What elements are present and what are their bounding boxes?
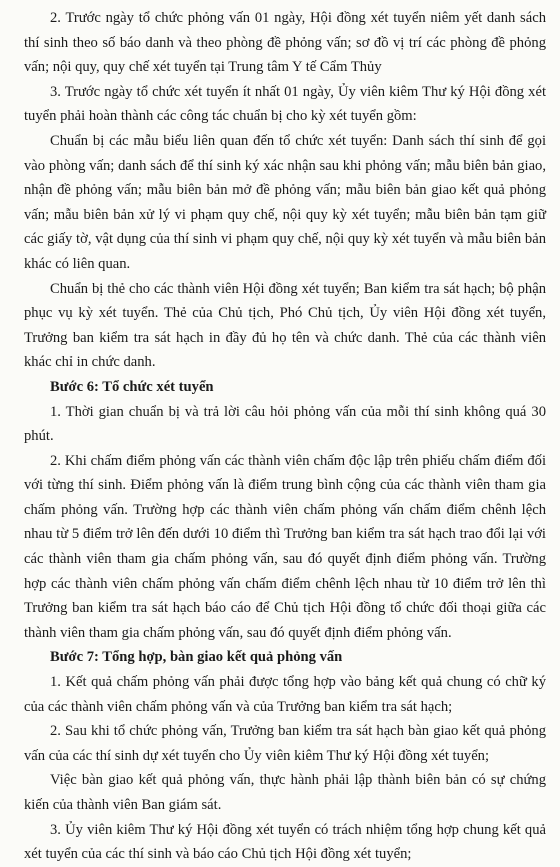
paragraph-10: 3. Ủy viên kiêm Thư ký Hội đồng xét tuyển có trách nhiệm tổng hợp chung kết quả xét tuyển của các thí sinh và báo cáo Chủ tịch Hội đồng xét tuyển; <box>24 821 546 863</box>
section-heading-step-7: Bước 7: Tổng hợp, bàn giao kết quả phỏng vấn <box>50 649 343 666</box>
paragraph-2: 3. Trước ngày tổ chức xét tuyển ít nhất 01 ngày, Ủy viên kiêm Thư ký Hội đồng xét tuyển phải hoàn thành các công tác chuẩn bị cho kỳ xét tuyển gồm: <box>24 83 546 125</box>
section-heading-step-6: Bước 6: Tổ chức xét tuyển <box>50 378 214 395</box>
paragraph-8: 2. Sau khi tổ chức phỏng vấn, Trưởng ban kiểm tra sát hạch bàn giao kết quả phỏng vấn của các thí sinh dự xét tuyển cho Ủy viên kiêm Thư ký Hội đồng xét tuyển; <box>24 723 546 764</box>
paragraph-9: Việc bàn giao kết quả phỏng vấn, thực hành phải lập thành biên bản có sự chứng kiến của thành viên Ban giám sát. <box>24 772 546 813</box>
paragraph-1: 2. Trước ngày tổ chức phỏng vấn 01 ngày, Hội đồng xét tuyển niêm yết danh sách thí sinh theo số báo danh và theo phòng đề phỏng vấn; sơ đồ vị trí các phòng đề phỏng vấn; nội quy, quy chế xét tuyển tại Trung tâm Y tế Cẩm Thủy <box>24 10 546 76</box>
paragraph-7: 1. Kết quả chấm phỏng vấn phải được tổng hợp vào bảng kết quả chung có chữ ký của các thành viên chấm phỏng vấn và của Trưởng ban kiểm tra sát hạch; <box>24 674 546 715</box>
paragraph-4: Chuẩn bị thẻ cho các thành viên Hội đồng xét tuyển; Ban kiểm tra sát hạch; bộ phận phục vụ kỳ xét tuyển. Thẻ của Chủ tịch, Phó Chủ tịch, Ủy viên Hội đồng xét tuyển, Trưởng ban kiểm tra sát hạch in đầy đủ họ tên và chức danh. Thẻ của các thành viên khác chỉ in chức danh. <box>24 280 546 371</box>
paragraph-5: 1. Thời gian chuẩn bị và trả lời câu hỏi phỏng vấn của mỗi thí sinh không quá 30 phút. <box>24 403 546 445</box>
paragraph-6: 2. Khi chấm điểm phỏng vấn các thành viên chấm độc lập trên phiếu chấm điểm đối với từng thí sinh. Điểm phỏng vấn là điểm trung bình cộng của các thành viên tham gia chấm phỏng vấn. Trường hợp các thành viên chấm phỏng vấn chấm điểm chênh lệch nhau từ 5 điểm trở lên đến dưới 10 điểm thì Trưởng ban kiểm tra sát hạch trao đổi lại với các thành viên tham gia chấm phỏng vấn, sau đó quyết định điểm phỏng vấn. Trường hợp các thành viên chấm phỏng vấn chấm điểm chênh lệch nhau từ 10 điểm trở lên thì Trưởng ban kiểm tra sát hạch báo cáo để Chủ tịch Hội đồng tổ chức đối thoại giữa các thành viên tham gia chấm phỏng vấn, sau đó quyết định điểm phỏng vấn. <box>24 452 546 641</box>
paragraph-3: Chuẩn bị các mẫu biểu liên quan đến tổ chức xét tuyển: Danh sách thí sinh để gọi vào phòng vấn; danh sách để thí sinh ký xác nhận sau khi phỏng vấn; mẫu biên bản giao, nhận đề phỏng vấn; mẫu biên bản mở đề phỏng vấn; mẫu biên bản giao kết quả phỏng vấn; mẫu biên bản xử lý vi phạm quy chế, nội quy kỳ xét tuyển; mẫu biên bản tạm giữ các giấy tờ, vật dụng của thí sinh vi phạm quy chế, nội quy kỳ xét tuyển và mẫu biên bản khác có liên quan. <box>24 132 546 272</box>
